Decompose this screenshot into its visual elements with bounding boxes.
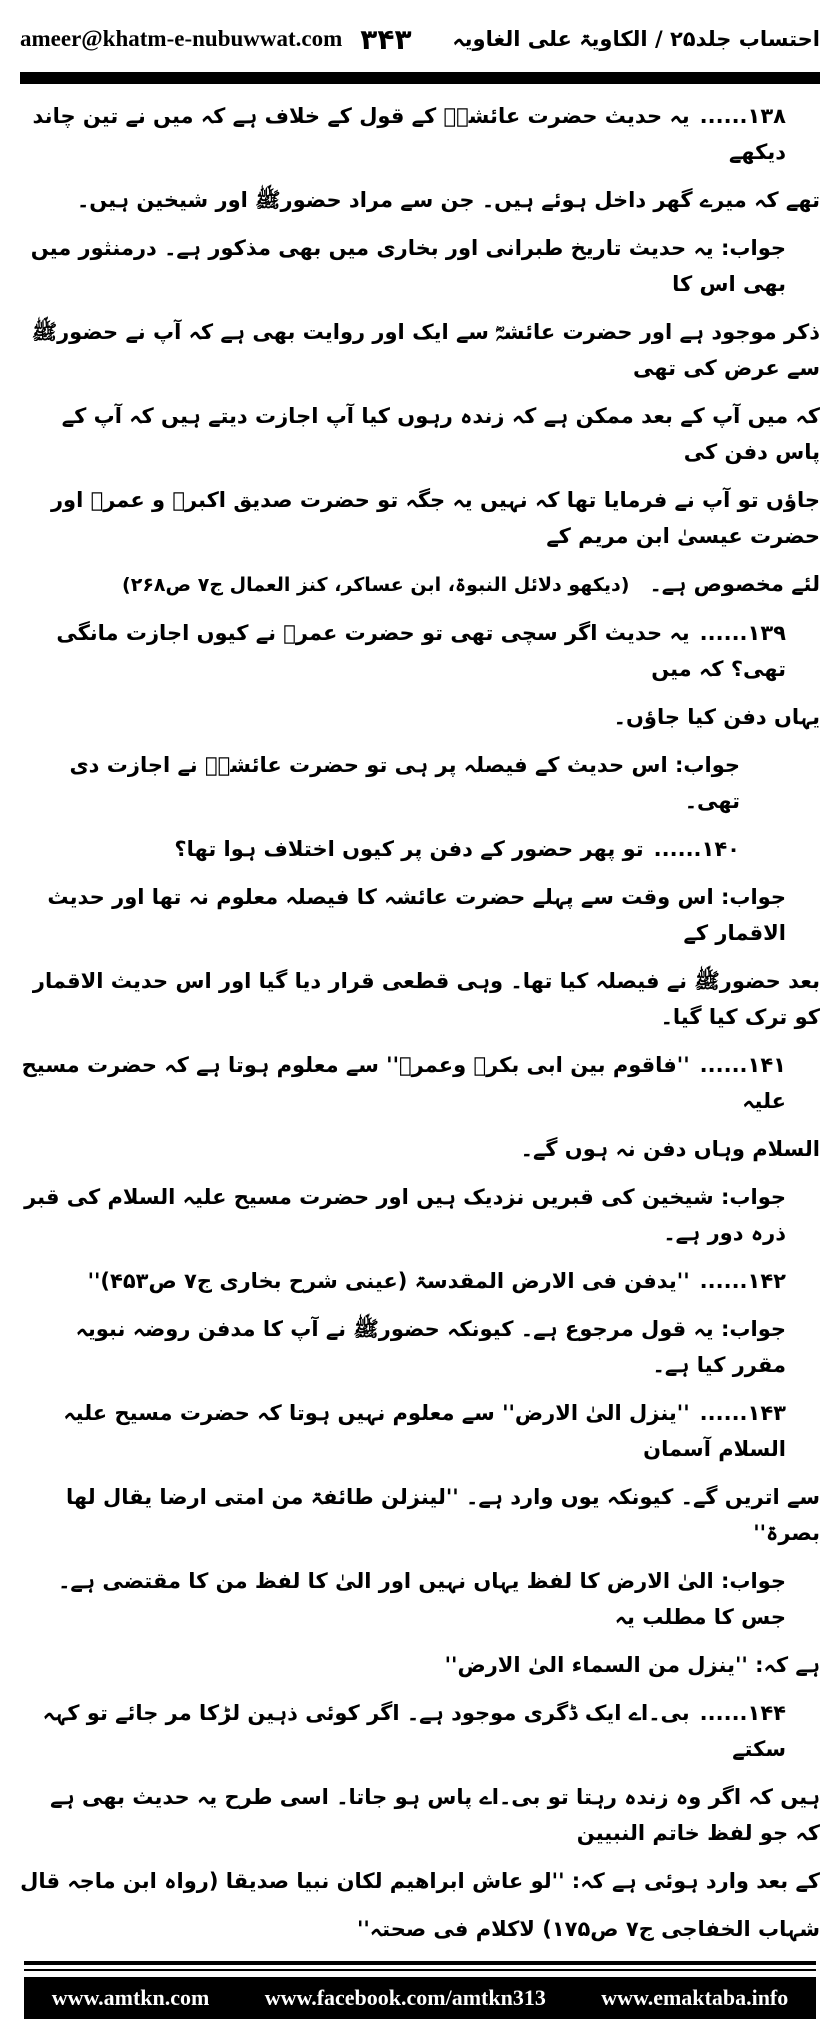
line-text: کہ میں آپ کے بعد ممکن ہے کہ زندہ رہوں کیا آپ اجازت دیتے ہیں کہ آپ کے پاس دفن کی [61,404,820,464]
line-text: ذکر موجود ہے اور حضرت عائشہؓ سے ایک اور روایت بھی ہے کہ آپ نے حضورﷺ سے عرض کی تھی [31,320,820,380]
item-number: ۱۳۸...... [699,104,786,128]
line-text: سے اتریں گے۔ کیونکہ یوں وارد ہے۔ ''لینزلن طائفۃ من امتی ارضا یقال لھا بصرۃ'' [66,1485,820,1545]
item-number: ۱۴۳...... [699,1401,786,1425]
item-number: ۱۴۰...... [653,837,740,861]
line-text: یہاں دفن کیا جاؤں۔ [613,705,820,729]
line-text: یہ حدیث اگر سچی تھی تو حضرت عمرؓ نے کیوں اجازت مانگی تھی؟ کہ میں [56,621,786,681]
text-line [20,230,820,302]
line-text: بی۔اے ایک ڈگری موجود ہے۔ اگر کوئی ذہین لڑکا مر جائے تو کہہ سکتے [42,1701,786,1761]
line-text: جواب: یہ حدیث تاریخ طبرانی اور بخاری میں بھی مذکور ہے۔ درمنثور میں بھی اس کا [30,236,786,296]
footer-link-amtkn[interactable]: www.amtkn.com [51,1985,210,2010]
line-text: لئے مخصوص ہے۔ [649,572,820,596]
running-title: احتساب جلد۲۵ / الکاویۃ علی الغاویہ [452,27,820,51]
text-line [20,1563,820,1635]
line-text: شہاب الخفاجی ج۷ ص۱۷۵) لاکلام فی صحتہ'' [356,1917,820,1941]
item-number: ۱۴۴...... [699,1701,786,1725]
line-text: جواب: اس حدیث کے فیصلہ پر ہی تو حضرت عائشہؓ نے اجازت دی تھی۔ [69,753,740,813]
footer-rule [24,1961,816,1965]
line-text: کے بعد وارد ہوئی ہے کہ: ''لو عاش ابراھیم لکان نبیا صدیقا (رواہ ابن ماجہ قال [20,1869,820,1893]
text-line [20,1263,820,1299]
page-header [20,14,820,64]
text-line [20,398,820,470]
text-line [20,1911,820,1947]
line-text: جواب: الیٰ الارض کا لفظ یہاں نہیں اور الیٰ کا لفظ من کا مقتضی ہے۔ جس کا مطلب یہ [58,1569,786,1629]
line-text: تو پھر حضور کے دفن پر کیوں اختلاف ہوا تھا؟ [174,837,644,861]
line-text: جواب: شیخین کی قبریں نزدیک ہیں اور حضرت مسیح علیہ السلام کی قبر ذرہ دور ہے۔ [24,1185,786,1245]
item-number: ۱۴۲...... [699,1269,786,1293]
line-text: بعد حضورﷺ نے فیصلہ کیا تھا۔ وہی قطعی قرار دیا گیا اور اس حدیث الاقمار کو ترک کیا گیا۔ [32,969,820,1029]
text-line [20,566,820,603]
text-line [20,1479,820,1551]
line-text: جواب: اس وقت سے پہلے حضرت عائشہ کا فیصلہ معلوم نہ تھا اور حدیث الاقمار کے [47,885,786,945]
page-number: ۳۴۳ [360,22,412,56]
text-line [20,1863,820,1899]
text-line [20,482,820,554]
item-number: ۱۴۱...... [699,1053,786,1077]
line-text: ''یدفن فی الارض المقدسۃ (عینی شرح بخاری ج۷ ص۴۵۳)'' [87,1269,690,1293]
text-line [20,699,820,735]
text-line [20,831,820,867]
text-line [20,747,820,819]
line-text: السلام وہاں دفن نہ ہوں گے۔ [520,1137,820,1161]
text-line [20,1695,820,1767]
text-line [20,1179,820,1251]
footer-link-facebook[interactable]: www.facebook.com/amtkn313 [264,1985,546,2010]
footer-bar [24,1977,816,2019]
text-line [20,1311,820,1383]
text-line [20,879,820,951]
text-line [20,1047,820,1119]
text-line [20,1779,820,1851]
header-email: ameer@khatm-e-nubuwwat.com [20,26,343,51]
header-left [20,23,412,56]
text-line [20,1647,820,1683]
footer-rule [24,1969,816,1971]
line-text: جواب: یہ قول مرجوع ہے۔ کیونکہ حضورﷺ نے آپ کا مدفن روضہ نبویہ مقرر کیا ہے۔ [75,1317,786,1377]
line-text: ''فاقوم بین ابی بکرؓ وعمرؓ'' سے معلوم ہوتا ہے کہ حضرت مسیح علیہ [21,1053,786,1113]
text-line [20,314,820,386]
text-line [20,98,820,170]
line-text: یہ حدیث حضرت عائشہؓ کے قول کے خلاف ہے کہ میں نے تین چاند دیکھے [32,104,786,164]
page-body [20,98,820,1947]
footer-link-emaktaba[interactable]: www.emaktaba.info [601,1985,789,2010]
line-text: جاؤں تو آپ نے فرمایا تھا کہ نہیں یہ جگہ تو حضرت صدیق اکبرؓ و عمرؓ اور حضرت عیسیٰ ابن مریم کے [50,488,820,548]
line-text: ہے کہ: ''ینزل من السماء الیٰ الارض'' [444,1653,820,1677]
text-line [20,615,820,687]
line-text: ہیں کہ اگر وہ زندہ رہتا تو بی۔اے پاس ہو جاتا۔ اسی طرح یہ حدیث بھی ہے کہ جو لفظ خاتم النبیین [50,1785,820,1845]
text-line [20,1131,820,1167]
text-line [20,182,820,218]
citation: (دیکھو دلائل النبوۃ، ابن عساکر، کنز العمال ج۷ ص۲۶۸) [122,574,630,596]
text-line [20,963,820,1035]
header-rule [20,72,820,84]
line-text: تھے کہ میرے گھر داخل ہوئے ہیں۔ جن سے مراد حضورﷺ اور شیخین ہیں۔ [76,188,820,212]
line-text: ''ینزل الیٰ الارض'' سے معلوم نہیں ہوتا کہ حضرت مسیح علیہ السلام آسمان [63,1401,786,1461]
text-line [20,1395,820,1467]
item-number: ۱۳۹...... [699,621,786,645]
